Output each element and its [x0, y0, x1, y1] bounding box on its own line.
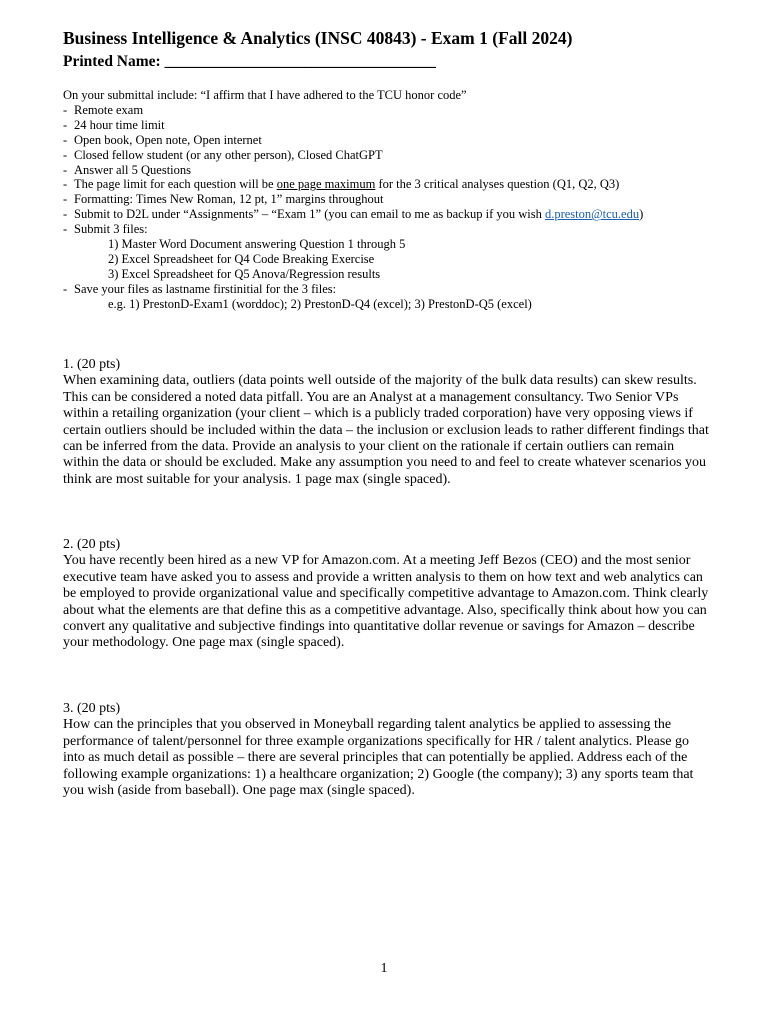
instruction-item: - Remote exam: [63, 102, 144, 117]
instruction-item-submit: - Submit to D2L under “Assignments” – “Exam 1” (you can email to me as backup if you wish d.preston@tcu.edu): [63, 207, 644, 222]
question-3: [63, 701, 713, 799]
question-2: [63, 537, 713, 652]
question-heading: 3. (20 pts): [63, 701, 121, 716]
instruction-item-submit-files: - Submit 3 files:: [63, 222, 148, 237]
question-body: You have recently been hired as a new VP for Amazon.com. At a meeting Jeff Bezos (CEO) and the most senior executive team have asked you to assess and provide a written analysis to them on how text and web analytics can be employed to provide organizational value and specifically competitive advantage to Amazon.com. Think clearly about what the elements are that define this as a competitive advantage. Also, specifically think about how you can convert any qualitative and subjective findings into quantitative dollar revenue or savings for Amazon – describe your methodology. One page max (single spaced).: [63, 553, 709, 651]
printed-name-label: Printed Name:: [63, 53, 161, 70]
instruction-item: - Closed fellow student (or any other person), Closed ChatGPT: [63, 147, 383, 162]
question-body: How can the principles that you observed in Moneyball regarding talent analytics be applied to assessing the performance of talent/personnel for three example organizations specifically for HR / talent analytics. Please go into as much detail as possible – there are several principles that can potentially be applied. Address each of the following example organizations: 1) a healthcare organization; 2) Google (the company); 3) any sports team that you wish (aside from baseball). One page max (single spaced).: [63, 717, 694, 799]
instruction-item-formatting: - Formatting: Times New Roman, 12 pt, 1” margins throughout: [63, 192, 384, 207]
instruction-item-save-as: - Save your files as lastname firstinitial for the 3 files:: [63, 281, 337, 296]
instruction-item-page-limit: - The page limit for each question will be one page maximum for the 3 critical analyses question (Q1, Q2, Q3): [63, 177, 620, 192]
printed-name-line: ___________________________________: [164, 53, 436, 70]
file-list-item: 3) Excel Spreadsheet for Q5 Anova/Regression results: [108, 266, 381, 281]
instruction-item: - 24 hour time limit: [63, 117, 165, 132]
save-example: e.g. 1) PrestonD-Exam1 (worddoc); 2) PrestonD-Q4 (excel); 3) PrestonD-Q5 (excel): [108, 296, 532, 311]
exam-title: Business Intelligence & Analytics (INSC 40843) - Exam 1 (Fall 2024): [63, 28, 573, 48]
instruction-item: - Answer all 5 Questions: [63, 162, 191, 177]
question-heading: 2. (20 pts): [63, 537, 121, 552]
file-list-item: 1) Master Word Document answering Question 1 through 5: [108, 237, 406, 252]
printed-name-row: [63, 53, 436, 71]
honor-code-statement: On your submittal include: “I affirm that I have adhered to the TCU honor code”: [63, 88, 467, 102]
page-number: 1: [380, 961, 388, 976]
question-body: When examining data, outliers (data points well outside of the majority of the bulk data results) can skew results. This can be considered a noted data pitfall. You are an Analyst at a management consultancy. Two Senior VPs within a retailing organization (your client – which is a publicly traded corporation) have very opposing views if certain outliers should be included within the data – the inclusion or exclusion leads to rather different findings that can be inferred from the data. Provide an analysis to your client on the rationale if certain outliers can remain within the data or should be excluded. Make any assumption you need to and feel to create whatever scenarios you think are most suitable for your analysis. 1 page max (single spaced).: [63, 373, 709, 487]
question-1: [63, 357, 713, 488]
question-heading: 1. (20 pts): [63, 357, 121, 372]
instructions-block: [63, 88, 643, 312]
underlined-page-limit: one page maximum: [276, 177, 376, 192]
file-list-item: 2) Excel Spreadsheet for Q4 Code Breaking Exercise: [108, 251, 375, 266]
email-link[interactable]: d.preston@tcu.edu: [544, 207, 640, 222]
instruction-item: - Open book, Open note, Open internet: [63, 132, 262, 147]
